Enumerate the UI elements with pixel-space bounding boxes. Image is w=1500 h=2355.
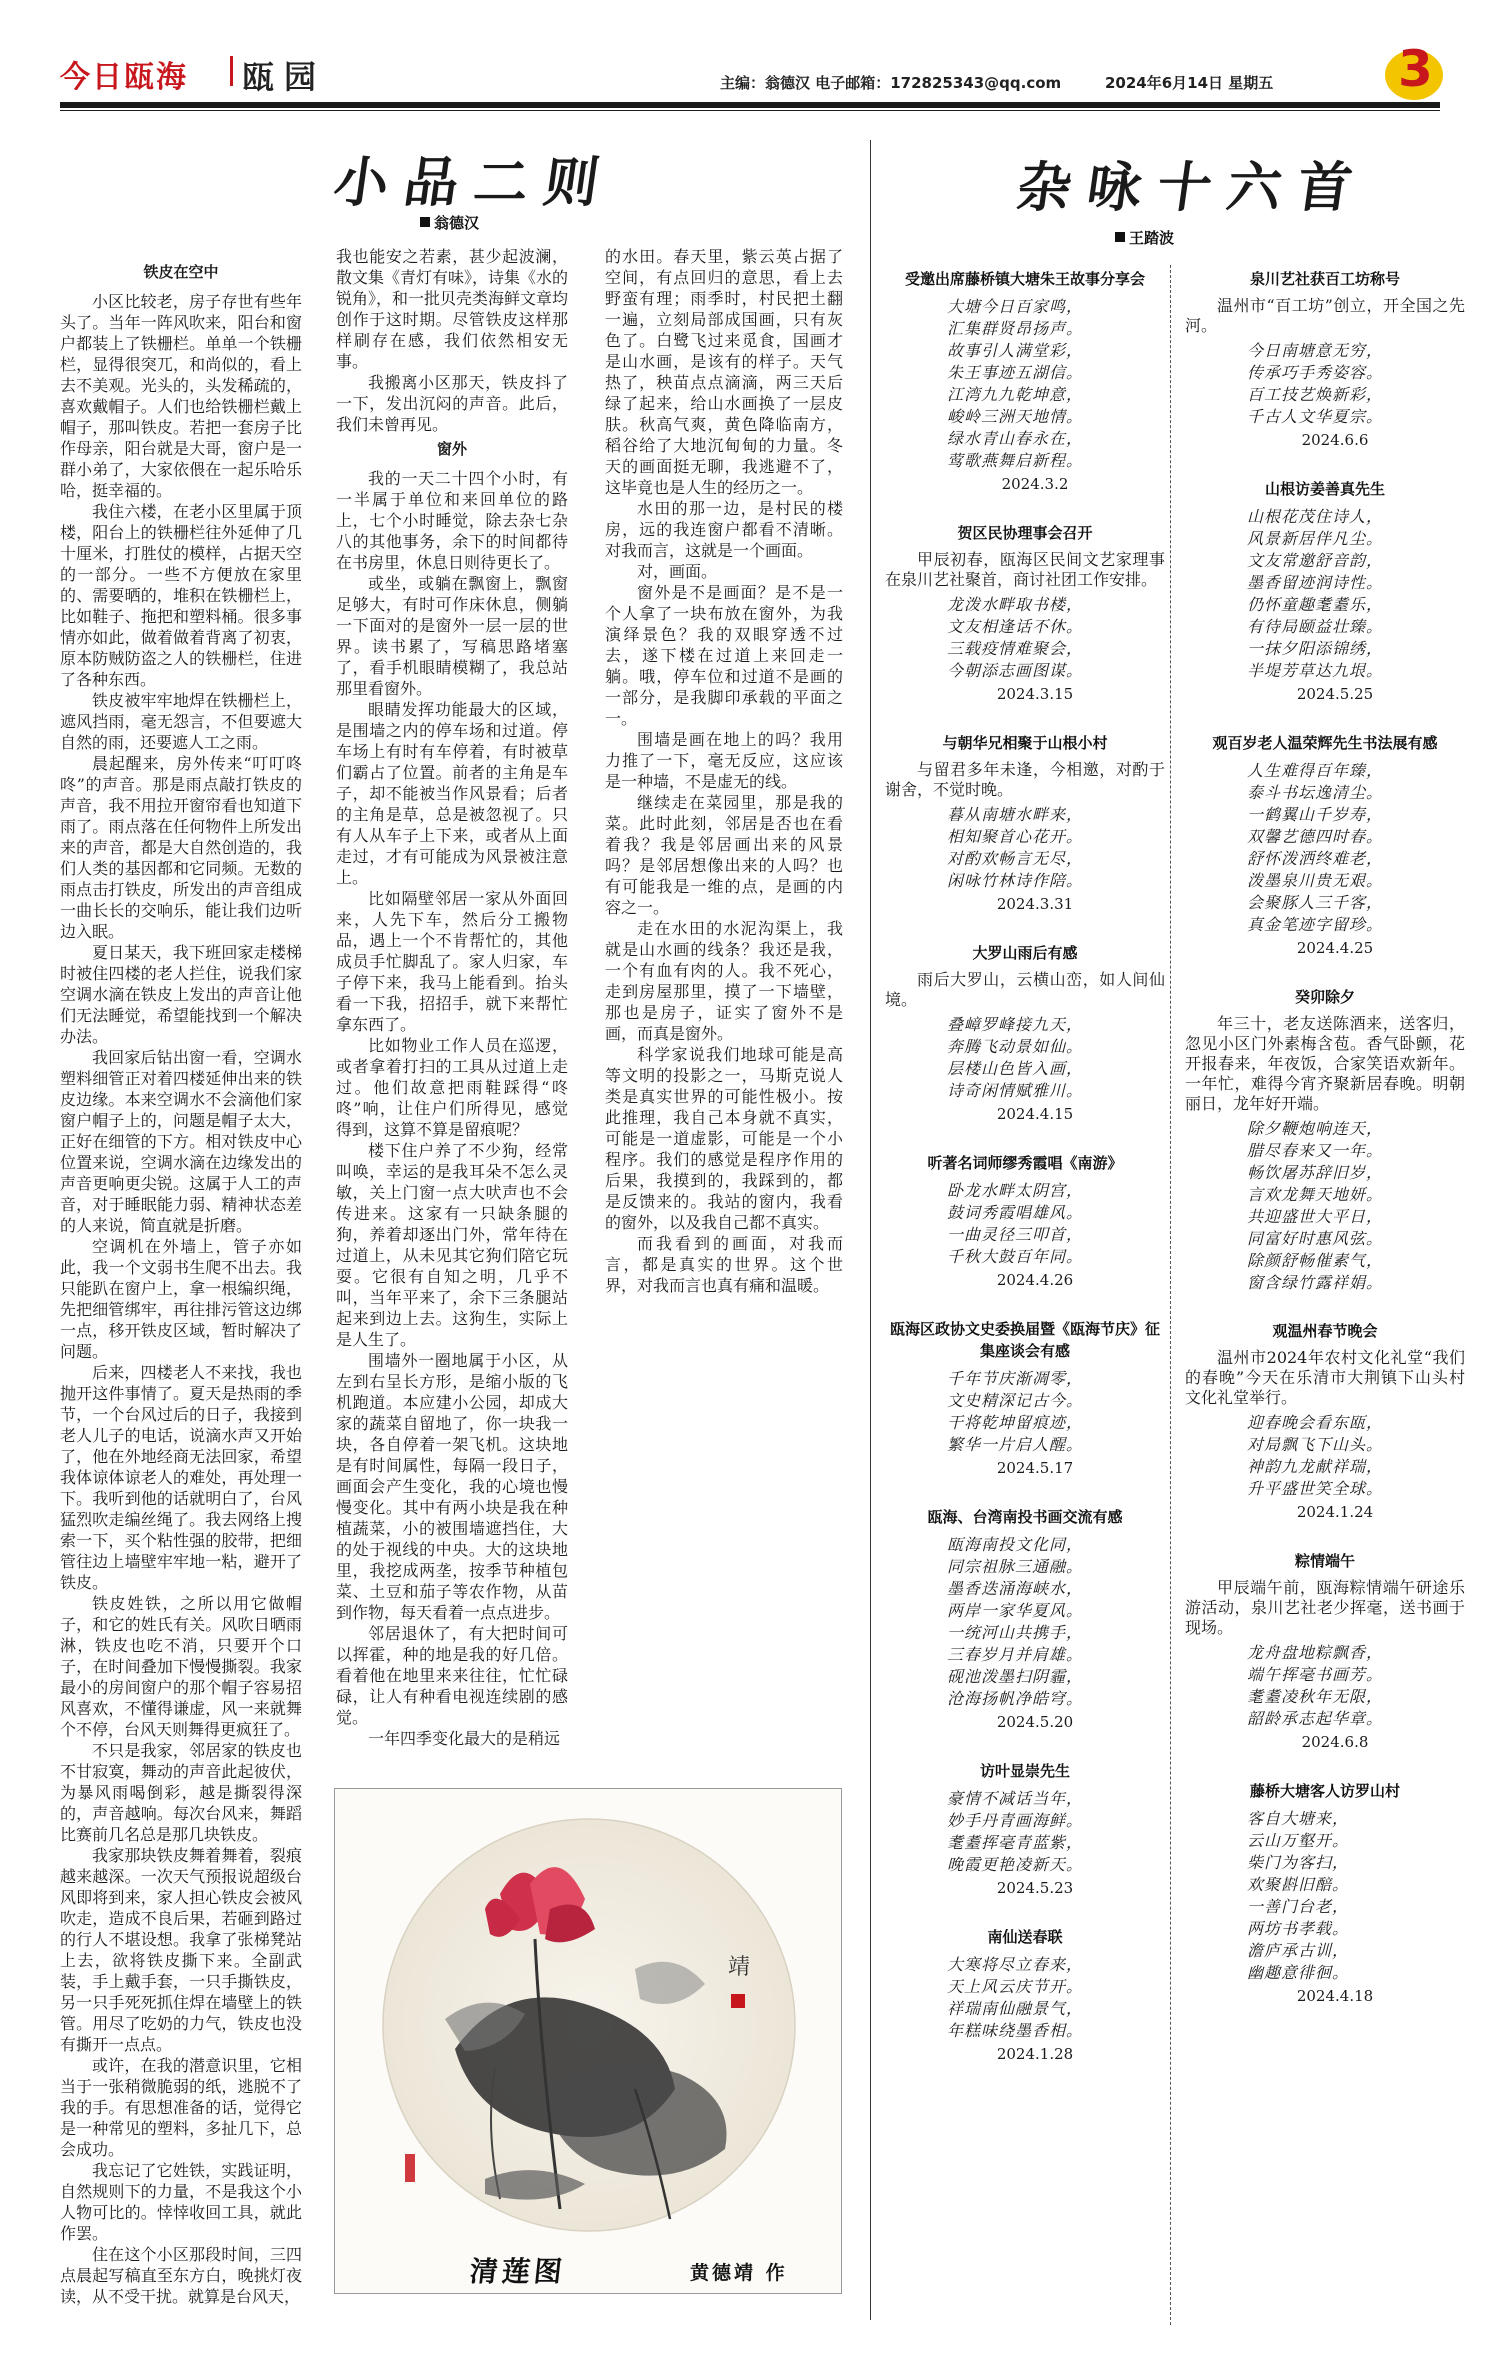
poem-line: 韶龄承志起华章。 [1247,1709,1384,1728]
poem-line: 幽趣意徘徊。 [1247,1963,1350,1982]
painting-title: 清莲图 [468,2255,568,2288]
poem-title: 瓯海区政协文史委换届暨《瓯海节庆》征集座谈会有感 [889,1320,1160,1360]
poem-line: 双馨艺德四时春。 [1247,827,1384,846]
poem-line: 真金笔迹字留珍。 [1247,915,1384,934]
article-paragraph: 我忘记了它姓铁，实践证明，自然规则下的力量，不是我这个小人物可比的。悻悻收回工具，就此作罢。 [60,2161,302,2243]
byline-square-icon [1115,232,1125,242]
painting-artist: 黄德靖 作 [690,2262,788,2284]
poem-line: 欢聚斟旧醅。 [1247,1875,1350,1894]
poem-line: 莺歌燕舞启新程。 [947,451,1084,470]
article-paragraph: 小区比较老，房子存世有些年头了。当年一阵风吹来，阳台和窗户都装上了铁栅栏。单单一个铁栅栏，显得很突兀，和尚似的，看上去不美观。光头的，头发稀疏的，喜欢戴帽子。人们也给铁栅栏戴上帽子，那叫铁皮。若把一套房子比作母亲，阳台就是大哥，窗户是一群小弟了，大家依偎在一起乐哈乐哈，挺幸福的。 [60,292,302,500]
painting-seal-text: 靖 [727,1955,751,1980]
article-paragraph: 的水田。春天里，紫云英占据了空间，有点回归的意思，看上去野蛮有理；雨季时，村民把土翻一遍，立刻局部成国画，只有灰色了。白鹭飞过来觅食，国画才是山水画，是该有的样子。天气热了，秧苗点点滴滴，两三天后绿了起来，给山水画换了一层皮肤。秋高气爽，黄色降临南方，稻谷给了大地沉甸甸的力量。冬天的画面挺无聊，我逃避不了，这毕竟也是人生的经历之一。 [605,247,843,497]
poem-line: 对酌欢畅言无尽， [947,849,1084,868]
poem-line: 一善门台老， [1247,1897,1350,1916]
poem-line: 同宗祖脉三通融。 [947,1557,1084,1576]
poem-line: 龙泼水畔取书楼， [947,595,1084,614]
poem-title: 藤桥大塘客人访罗山村 [1249,1782,1400,1800]
article-paragraph: 一年四季变化最大的是稍远 [368,1729,561,1748]
poem-line: 两岸一家华夏风。 [947,1601,1084,1620]
poem-column-left [885,268,1165,2096]
poem-line: 天上风云庆节开。 [947,1977,1084,1996]
poem-date: 2024.3.2 [1001,475,1069,493]
right-article-author: 王踏波 [1129,229,1175,247]
poem-line: 神韵九龙献祥瑞， [1247,1457,1384,1476]
poem-title: 山根访姜善真先生 [1264,480,1385,498]
article-paragraph: 围墙外一圈地属于小区，从左到右呈长方形，是缩小版的飞机跑道。本应建小公园，却成大家的蔬菜自留地了，你一块我一块，各自停着一架飞机。这块地是有时间属性，每隔一段日子，画面会产生变化，我的心境也慢慢变化。其中有两小块是我在种植蔬菜，小的被围墙遮挡住，大的处于视线的中央。大的这块地里，我挖成两垄，按季节种植包菜、土豆和茄子等农作物，从苗到作物，每天看着一点点进步。 [336,1351,568,1622]
poem-line: 妙手丹青画海鲜。 [947,1811,1084,1830]
poem-date: 2024.6.6 [1301,431,1369,449]
poem-line: 除夕鞭炮响连天， [1247,1119,1384,1138]
poem [1185,478,1465,706]
poem-line: 泼墨泉川贵无艰。 [1247,871,1384,890]
page-number: 3 [1398,40,1433,98]
poem-preface: 温州市“百工坊”创立，开全国之先河。 [1185,296,1465,335]
poem-line: 畅饮屠苏辞旧岁， [1247,1163,1384,1182]
article-paragraph: 我的一天二十四个小时，有一半属于单位和来回单位的路上，七个小时睡觉，除去杂七杂八的其他事务，余下的时间都待在书房里，休息日则待更长了。 [336,469,568,572]
poem-date: 2024.6.8 [1301,1733,1369,1751]
poem [885,1152,1165,1292]
article-paragraph: 科学家说我们地球可能是高等文明的投影之一，马斯克说人类是真实世界的可能性极小。按此推理，我自己本身就不真实，可能是一道虚影，可能是一个小程序。我们的感觉是程序作用的后果，我摸到的，我踩到的，都是反馈来的。我站的窗内，我看的窗外，以及我自己都不真实。 [605,1045,843,1232]
poem-line: 豪情不减话当年， [947,1789,1084,1808]
poem-line: 风景新居伴凡尘。 [1247,529,1384,548]
poem-line: 汇集群贤昂扬声。 [947,319,1084,338]
poem [885,942,1165,1126]
poem-line: 言欢龙舞天地妍。 [1247,1185,1384,1204]
poem-line: 砚池泼墨扫阴霾， [947,1667,1084,1686]
article-paragraph: 铁皮姓铁，之所以用它做帽子，和它的姓氏有关。风吹日晒雨淋，铁皮也吃不消，只要开个口子，在时间叠加下慢慢撕裂。我家最小的房间窗户的那个帽子容易招风喜欢，不懂得谦虚，风一来就舞个不停，台风天则舞得更疯狂了。 [60,1594,302,1739]
poem-date: 2024.3.15 [996,685,1074,703]
poem [1185,1780,1465,2008]
poem-line: 奔腾飞动景如仙。 [947,1037,1084,1056]
poem-line: 暮从南塘水畔来， [947,805,1084,824]
poem-line: 瓯海南投文化同， [947,1535,1084,1554]
poem-line: 耄耋凌秋年无限， [1247,1687,1384,1706]
article-paragraph: 继续走在菜园里，那是我的菜。此时此刻，邻居是否也在看着我？我是邻居画出来的风景吗？是邻居想像出来的人吗？也有可能我是一维的点，是画的内容之一。 [605,793,843,917]
poem-line: 一曲灵径三叩首， [947,1225,1084,1244]
poem [885,1318,1165,1480]
poem-title: 观温州春节晚会 [1272,1322,1378,1340]
poem-line: 层楼山色皆入画， [947,1059,1084,1078]
left-article-byline [420,212,479,233]
poem-preface: 甲辰端午前，瓯海粽情端午研途乐游活动，泉川艺社老少挥毫，送书画于现场。 [1185,1578,1465,1637]
poem-line: 江湾九九乾坤意， [947,385,1084,404]
poem-preface: 温州市2024年农村文化礼堂“我们的春晚”今天在乐清市大荆镇下山头村文化礼堂举行。 [1185,1348,1465,1407]
poem-date: 2024.5.25 [1296,685,1374,703]
poem [885,1926,1165,2066]
right-article-byline [1115,227,1174,248]
poem [885,1506,1165,1734]
poem-line: 同富好时惠风弦。 [1247,1229,1384,1248]
editor-info: 主编：翁德汉 电子邮箱：172825343@qq.com [720,74,1062,92]
article-paragraph: 我回家后钻出窗一看，空调水塑料细管正对着四楼延伸出来的铁皮边缘。本来空调水不会滴他们家窗户帽子上的，问题是帽子太大，正好在细管的下方。相对铁皮中心位置来说，空调水滴在边缘发出的声音更响更尖锐。这属于人工的声音，对于睡眠能力弱、精神状态差的人来说，简直就是折磨。 [60,1048,302,1235]
poem-line: 干将乾坤留痕迹， [947,1413,1084,1432]
poem-line: 诗奇闲情赋雅川。 [947,1081,1084,1100]
poem-line: 窗含绿竹露祥娟。 [1247,1273,1384,1292]
masthead-rule-thin [60,110,1440,111]
poem-title: 观百岁老人温荣辉先生书法展有感 [1212,734,1438,752]
poem-title: 癸卯除夕 [1294,988,1355,1006]
article-paragraph: 窗外是不是画面？是不是一个人拿了一块布放在窗外，为我演绎景色？我的双眼穿透不过去，遂下楼在过道上来回走一躺。哦，停车位和过道不是画的一部分，是我脚印承载的平面之一。 [605,583,843,728]
issue-date: 2024年6月14日 星期五 [1105,74,1274,92]
poem-title: 听著名词师缪秀霞唱《南游》 [927,1154,1123,1172]
article-paragraph: 围墙是画在地上的吗？我用力推了一下，毫无反应，这应该是一种墙，不是虚无的线。 [605,730,843,791]
poem-line: 年糕味绕墨香相。 [947,2021,1084,2040]
poem-line: 迎春晚会看东瓯， [1247,1413,1384,1432]
brand-logo: 今日瓯海 [60,60,188,95]
poem-title: 南仙送春联 [987,1928,1063,1946]
poem-date: 2024.5.23 [996,1879,1074,1897]
poem-preface: 与留君多年未逢，今相邀，对酌于谢舍，不觉时晚。 [885,760,1165,799]
poem-line: 今日南塘意无穷， [1247,341,1384,360]
lotus-painting-art [335,1789,843,2295]
poem-line: 一统河山共携手， [947,1623,1084,1642]
article-paragraph: 我住六楼，在老小区里属于顶楼，阳台上的铁栅栏往外延伸了几十厘米，打胜仗的模样，占据天空的一部分。一些不方便放在家里的、需要晒的，堆积在铁栅栏上，比如鞋子、拖把和塑料桶。很多事情亦如此，做着做着背离了初衷，原本防贼防盗之人的铁栅栏，住进了各种东西。 [60,502,302,689]
poem-line: 舒怀泼洒终难老， [1247,849,1384,868]
poem-line: 共迎盛世大平日， [1247,1207,1384,1226]
poem-line: 大塘今日百家鸣， [947,297,1084,316]
poem-line: 腊尽春来又一年。 [1247,1141,1384,1160]
poem-date: 2024.4.25 [1296,939,1374,957]
poem-line: 相知聚首心花开。 [947,827,1084,846]
section-name: 瓯园 [242,58,327,96]
article-paragraph: 我搬离小区那天，铁皮抖了一下，发出沉闷的声音。此后，我们未曾再见。 [336,373,568,434]
poem-line: 对局飘飞下山头。 [1247,1435,1384,1454]
poem-title: 与朝华兄相聚于山根小村 [942,734,1108,752]
poem-line: 文史精深记古今。 [947,1391,1084,1410]
poem-line: 卧龙水畔太阴宫， [947,1181,1084,1200]
poem-line: 升平盛世笑全球。 [1247,1479,1384,1498]
poem-column-right [1185,268,1465,2038]
poem [885,268,1165,496]
article-paragraph: 我也能安之若素，甚少起波澜，散文集《青灯有味》，诗集《水的锐角》，和一批贝壳类海鲜文章均创作于这时期。尽管铁皮这样那样刷存在感，我们依然相安无事。 [336,247,568,371]
article-column-1 [60,258,302,2318]
poem-line: 鼓词秀霞唱雄风。 [947,1203,1084,1222]
article-paragraph: 或许，在我的潜意识里，它相当于一张稍微脆弱的纸，逃脱不了我的手。有思想准备的话，觉得它是一种常见的塑料，多扯几下，总会成功。 [60,2056,302,2159]
poem-line: 仍怀童趣耄耋乐， [1247,595,1384,614]
article-paragraph: 走在水田的水泥沟渠上，我就是山水画的线条？我还是我，一个有血有肉的人。我不死心，走到房屋那里，摸了一下墙壁，那也是房子，证实了窗外不是画，而真是窗外。 [605,919,843,1043]
poem-date: 2024.4.18 [1296,1987,1374,2005]
poem-title: 访叶显崇先生 [979,1762,1070,1780]
poem-date: 2024.1.28 [996,2045,1074,2063]
poem-line: 山根花茂住诗人， [1247,507,1384,526]
article-paragraph: 比如隔壁邻居一家从外面回来，人先下车，然后分工搬物品，遇上一个不肯帮忙的，其他成员手忙脚乱了。家人归家，车子停下来，我马上能看到。抬头看一下我，招招手，就下来帮忙拿东西了。 [336,889,568,1034]
article-column-2 [336,246,568,1758]
poem-date: 2024.4.15 [996,1105,1074,1123]
poem [1185,986,1465,1294]
story-2-title: 窗外 [436,440,467,458]
left-article-title: 小品二则 [330,150,620,214]
poem-line: 泰斗书坛逸清尘。 [1247,783,1384,802]
poem-line: 半堤芳草达九垠。 [1247,661,1384,680]
byline-square-icon [420,217,430,227]
article-paragraph: 夏日某天，我下班回家走楼梯时被住四楼的老人拦住，说我们家空调水滴在铁皮上发出的声音让他们无法睡觉，希望能找到一个解决办法。 [60,943,302,1046]
right-article-title: 杂咏十六首 [1013,155,1373,219]
article-divider [870,140,871,2320]
poem-line: 有待局颐益壮臻。 [1247,617,1384,636]
poem-title: 泉川艺社获百工坊称号 [1249,270,1400,288]
article-paragraph: 邻居退休了，有大把时间可以挥霍，种的地是我的好几倍。看着他在地里来来往往，忙忙碌碌，让人有种看电视连续剧的感觉。 [336,1624,568,1727]
poem-line: 文友常邀舒音韵， [1247,551,1384,570]
poem-line: 传承巧手秀姿容。 [1247,363,1384,382]
article-paragraph: 住在这个小区那段时间，三四点晨起写稿直至东方白，晚挑灯夜读，从不受干扰。就算是台风天， [60,2245,302,2306]
article-paragraph: 铁皮被牢牢地焊在铁栅栏上，遮风挡雨，毫无怨言，不但要遮大自然的雨，还要遮人工之雨。 [60,691,302,752]
article-paragraph: 比如物业工作人员在巡逻，或者拿着打扫的工具从过道上走过。他们故意把雨鞋踩得“咚咚”响，让住户们所得见，感觉得到，这算不算是留痕呢？ [336,1036,568,1139]
poem [1185,1550,1465,1754]
article-paragraph: 后来，四楼老人不来找，我也抛开这件事情了。夏天是热雨的季节，一个台风过后的日子，我接到老人儿子的电话，说滴水声又开始了，他在外地经商无法回家，希望我体谅体谅老人的难处，再处理一下。我听到他的话就明白了，台风猛烈吹走编丝绳了。我去网络上搜索一下，买个粘性强的胶带，把细管往边上墙壁牢牢地一粘，避开了铁皮。 [60,1363,302,1592]
poem [1185,268,1465,452]
poem-date: 2024.4.26 [996,1271,1074,1289]
poem-preface: 雨后大罗山，云横山峦，如人间仙境。 [885,970,1165,1009]
poem-date: 2024.1.24 [1296,1503,1374,1521]
poem-line: 柴门为客扫， [1247,1853,1350,1872]
poem-date: 2024.3.31 [996,895,1074,913]
poem-line: 故事引人满堂彩， [947,341,1084,360]
poem-line: 祥瑞南仙融景气， [947,1999,1084,2018]
poem-title: 受邀出席藤桥镇大塘朱王故事分享会 [904,270,1145,288]
poem-line: 人生难得百年臻， [1247,761,1384,780]
article-paragraph: 水田的那一边，是村民的楼房，远的我连窗户都看不清晰。对我而言，这就是一个画面。 [605,499,843,560]
article-paragraph: 空调机在外墙上，管子亦如此，我一个文弱书生爬不出去。我只能趴在窗户上，拿一根编织绳，先把细管绑牢，再往排污管这边绑一点，移开铁皮区域，暂时解决了问题。 [60,1237,302,1361]
poem-title: 贺区民协理事会召开 [957,524,1093,542]
article-paragraph: 我家那块铁皮舞着舞着，裂痕越来越深。一次天气预报说超级台风即将到来，家人担心铁皮会被风吹走，造成不良后果，若砸到路过的行人不堪设想。我拿了张梯凳站上去，欲将铁皮撕下来。全副武装，手上戴手套，一只手撕铁皮，另一只手死死抓住焊在墙壁上的铁管。用尽了吃奶的力气，铁皮也没有撕开一点点。 [60,1846,302,2054]
poem [885,1760,1165,1900]
lotus-painting [334,1788,842,2294]
article-paragraph: 眼睛发挥功能最大的区域，是围墙之内的停车场和过道。停车场上有时有车停着，有时被草们霸占了位置。前者的主角是车子，却不能被当作风景看；后者的主角是草，总是被忽视了。只有人从车子上下来，或者从上面走过，才有可能成为风景被注意上。 [336,700,568,887]
story-1-title: 铁皮在空中 [143,263,219,281]
poem-date: 2024.5.17 [996,1459,1074,1477]
poem-line: 墨香留迹润诗性。 [1247,573,1384,592]
article-paragraph: 楼下住户养了不少狗，经常叫唤，幸运的是我耳朵不怎么灵敏，关上门窗一点大吠声也不会传进来。这家有一只缺条腿的狗，养着却逐出门外，常年待在过道上，从未见其它狗们陪它玩耍。它很有自知之明，几乎不叫，当年平来了，余下三条腿站起来到边上去。这狗生，实际上是人生了。 [336,1141,568,1349]
poem-line: 三春岁月并肩雄。 [947,1645,1084,1664]
poem-title: 大罗山雨后有感 [972,944,1078,962]
masthead-rule [60,102,1440,108]
poem-line: 除颜舒畅催素气， [1247,1251,1384,1270]
poem-preface: 年三十，老友送陈酒来，送客归，忽见小区门外素梅含苞。香气卧颤，花开报春来，年夜饭，合家笑语欢新年。一年忙，难得今宵齐聚新居春晚。明朝丽日，龙年好开端。 [1185,1014,1465,1113]
poem-line: 千古人文华夏宗。 [1247,407,1384,426]
poem-line: 耄耋挥毫青蓝紫， [947,1833,1084,1852]
poem-line: 一抹夕阳添锦绣， [1247,639,1384,658]
poem-line: 叠嶂罗峰接九天， [947,1015,1084,1034]
poem-line: 龙舟盘地粽飘香， [1247,1643,1384,1662]
poem-line: 端午挥毫书画芳。 [1247,1665,1384,1684]
poem-line: 文友相逢话不休。 [947,617,1084,636]
poem-line: 百工技艺焕新彩， [1247,385,1384,404]
brand-divider [230,56,233,86]
poem-line: 千秋大鼓百年同。 [947,1247,1084,1266]
article-paragraph: 不只是我家，邻居家的铁皮也不甘寂寞，舞动的声音此起彼伏，为暴风雨喝倒彩，越是撕裂得深的，声音越响。每次台风来，舞蹈比赛前几名总是那几块铁皮。 [60,1741,302,1844]
poem-line: 晚霞更艳凌新天。 [947,1855,1084,1874]
poem-preface: 甲辰初春，瓯海区民间文艺家理事在泉川艺社聚首，商讨社团工作安排。 [885,550,1165,589]
poem-line: 会聚豚人三千客， [1247,893,1384,912]
poem-line: 闲咏竹林诗作陪。 [947,871,1084,890]
poem-line: 两坊书孝载。 [1247,1919,1350,1938]
poem-line: 客自大塘来， [1247,1809,1350,1828]
article-paragraph: 晨起醒来，房外传来“叮叮咚咚”的声音。那是雨点敲打铁皮的声音，我不用拉开窗帘看也知道下雨了。雨点落在任何物件上所发出来的声音，都是大自然创造的，我们人类的基因都和它同频。无数的雨点击打铁皮，所发出的声音组成一曲长长的交响乐，能让我们边听边入眠。 [60,754,302,941]
poem-line: 今朝添志画图谋。 [947,661,1084,680]
poem-title: 粽情端午 [1294,1552,1355,1570]
poem [1185,1320,1465,1524]
article-column-3 [605,246,843,1948]
poem-line: 云山万壑开。 [1247,1831,1350,1850]
poem [885,732,1165,916]
article-paragraph: 而我看到的画面，对我而言，都是真实的世界。这个世界，对我而言也真有痛和温暖。 [605,1234,843,1295]
poem-line: 朱王事迹五湖信。 [947,363,1084,382]
poem-line: 一鹤翼山千岁寿， [1247,805,1384,824]
article-paragraph: 或坐，或躺在飘窗上，飘窗足够大，有时可作床休息，侧躺一下面对的是窗外一层一层的世界。读书累了，写稿思路堵塞了，看手机眼睛模糊了，我总站那里看窗外。 [336,574,568,698]
poem [1185,732,1465,960]
poem-line: 澹庐承古训， [1247,1941,1350,1960]
poem-line: 绿水青山春永在， [947,429,1084,448]
poem-title: 瓯海、台湾南投书画交流有感 [927,1508,1123,1526]
poem-line: 大寒将尽立春来， [947,1955,1084,1974]
poem-line: 三载疫情难聚会， [947,639,1084,658]
left-article-author: 翁德汉 [434,214,480,232]
poem-line: 墨香迭涌海峡水， [947,1579,1084,1598]
poem-line: 沧海扬帆净皓穹。 [947,1689,1084,1708]
poem-line: 千年节庆渐凋零， [947,1369,1084,1388]
article-paragraph: 对，画面。 [637,562,718,581]
poem-line: 繁华一片启人醒。 [947,1435,1084,1454]
poem-date: 2024.5.20 [996,1713,1074,1731]
poem [885,522,1165,706]
poem-line: 峻岭三洲天地情。 [947,407,1084,426]
poem-column-divider [1170,265,1171,2325]
